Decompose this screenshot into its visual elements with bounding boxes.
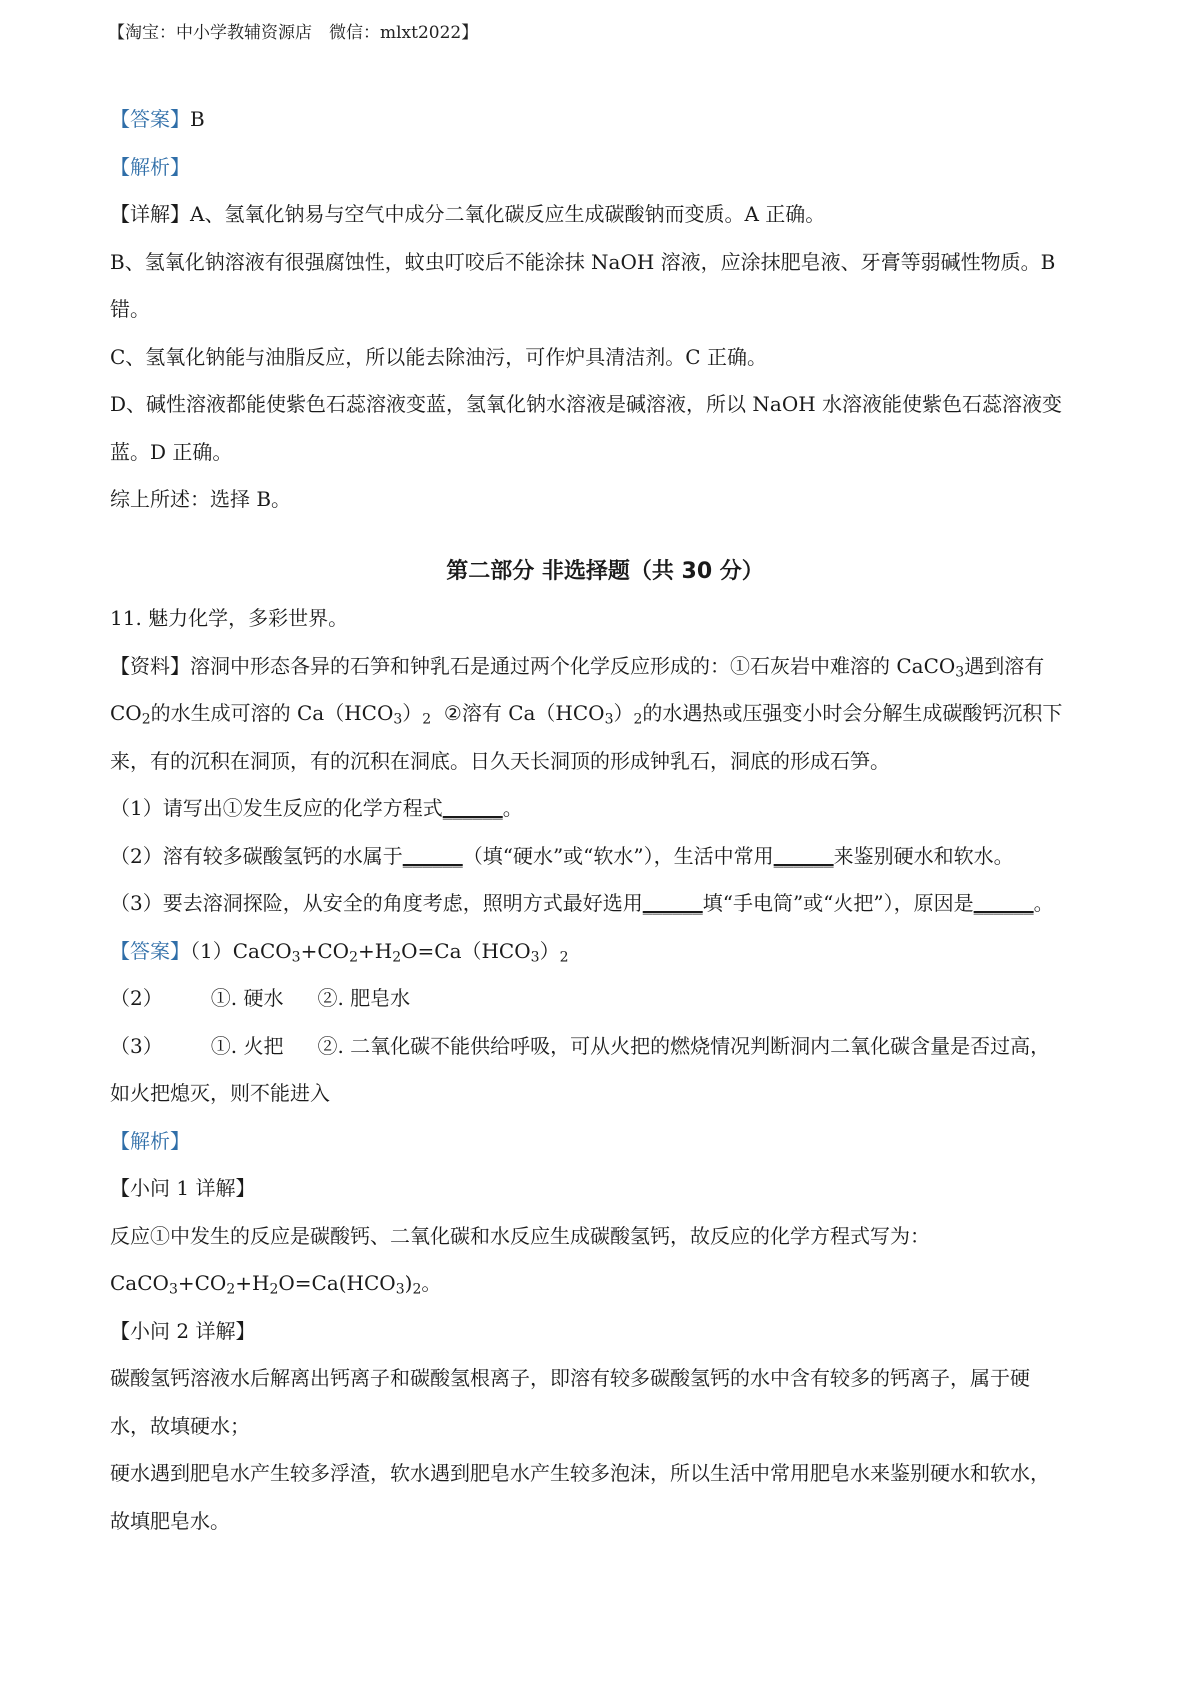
q10-answer-line <box>110 96 1100 144</box>
subscript: 3 <box>530 949 540 965</box>
q11-subquestion-2 <box>110 833 1100 881</box>
q11-subq1-equation <box>110 1260 1100 1308</box>
subscript: 2 <box>349 949 358 965</box>
q11-info-line: 来，有的沉积在洞顶，有的沉积在洞底。日久天长洞顶的形成钟乳石，洞底的形成石笋。 <box>110 748 890 773</box>
q11-info-line <box>110 643 1100 691</box>
q11-subquestion-3 <box>110 880 1100 928</box>
subscript: 2 <box>422 711 432 728</box>
subscript: 2 <box>269 1281 279 1298</box>
info-text: ） <box>402 701 423 725</box>
answer-part: ①. 硬水 <box>210 986 284 1010</box>
q11-answer-1 <box>110 928 1100 976</box>
question-text: 。 <box>502 796 523 820</box>
question-text: （填“硬水”或“软水”），生活中常用 <box>462 843 774 868</box>
equation-text: 。 <box>421 1271 442 1295</box>
subscript: 2 <box>226 1281 236 1298</box>
equation-text: O=Ca（HCO <box>401 938 531 963</box>
q11-subq2-tag: 【小问 2 详解】 <box>110 1318 256 1343</box>
question-text: 。 <box>1033 891 1054 915</box>
equation-text: +H <box>357 938 393 963</box>
section-title: 第二部分 非选择题（共 30 分） <box>446 558 764 584</box>
subscript: 2 <box>412 1281 422 1298</box>
page-content <box>110 96 1100 1545</box>
answer-part: ②. 二氧化碳不能供给呼吸，可从火把的燃烧情况判断洞内二氧化碳含量是否过高， <box>317 1033 1051 1058</box>
answer-blank: ______ <box>642 891 703 915</box>
equation-text: ） <box>539 938 560 963</box>
question-text: 填“手电筒”或“火把”），原因是 <box>702 891 974 915</box>
answer-label: （2） <box>110 986 163 1010</box>
subscript: 3 <box>291 949 301 965</box>
equation-text: O=Ca(HCO <box>278 1271 396 1295</box>
q10-detail-line: C、氢氧化钠能与油脂反应，所以能去除油污，可作炉具清洁剂。C 正确。 <box>110 344 767 369</box>
q10-detail-line: 错。 <box>110 297 150 321</box>
info-text: 遇到溶有 <box>964 653 1045 678</box>
q11-subq2-text: 水，故填硬水； <box>110 1413 250 1438</box>
answer-label: （1） <box>190 938 233 963</box>
answer-tag: 【答案】 <box>110 107 190 131</box>
q11-title: 11. 魅力化学，多彩世界。 <box>110 606 349 630</box>
info-text: 的水遇热或压强变小时会分解生成碳酸钙沉积下 <box>642 701 1063 725</box>
equation-text: +H <box>235 1271 270 1295</box>
answer-blank: ______ <box>973 891 1034 915</box>
question-text: （3）要去溶洞探险，从安全的角度考虑，照明方式最好选用 <box>110 891 643 915</box>
question-text: （1）请写出①发生反应的化学方程式 <box>110 796 443 820</box>
q11-analysis-tag: 【解析】 <box>110 1128 190 1153</box>
info-text: 的水生成可溶的 Ca（HCO <box>150 701 394 725</box>
equation-text: CaCO <box>232 938 292 963</box>
info-text: 【资料】溶洞中形态各异的石笋和钟乳石是通过两个化学反应形成的：①石灰岩中难溶的 CaCO <box>110 653 956 678</box>
q11-subquestion-1 <box>110 785 1100 833</box>
equation-text: +CO <box>300 938 350 963</box>
subscript: 3 <box>168 1281 178 1298</box>
info-text: ） <box>613 701 634 725</box>
subscript: 2 <box>141 711 151 728</box>
equation-text: CaCO <box>110 1271 169 1295</box>
q10-detail-line: 【详解】A、氢氧化钠易与空气中成分二氧化碳反应生成碳酸钠而变质。A 正确。 <box>110 202 826 226</box>
equation-text: ) <box>404 1271 413 1295</box>
subscript: 2 <box>633 711 643 728</box>
q10-summary-line: 综上所述：选择 B。 <box>110 487 292 511</box>
subscript: 2 <box>559 949 569 965</box>
question-text: 来鉴别硬水和软水。 <box>833 843 1014 868</box>
q11-subq2-text: 硬水遇到肥皂水产生较多浮渣，软水遇到肥皂水产生较多泡沫，所以生活中常用肥皂水来鉴别硬水和软水， <box>110 1461 1050 1485</box>
subscript: 3 <box>604 711 614 728</box>
answer-part: ②. 肥皂水 <box>317 986 411 1010</box>
q10-detail-line: B、氢氧化钠溶液有很强腐蚀性，蚊虫叮咬后不能涂抹 NaOH 溶液，应涂抹肥皂液、牙膏等弱碱性物质。B <box>110 249 1056 274</box>
answer-blank: ______ <box>402 843 463 868</box>
q11-answer-3-cont: 如火把熄灭，则不能进入 <box>110 1081 330 1105</box>
question-text: （2）溶有较多碳酸氢钙的水属于 <box>110 843 403 868</box>
q11-subq2-text: 碳酸氢钙溶液水后解离出钙离子和碳酸氢根离子，即溶有较多碳酸氢钙的水中含有较多的钙离子，属于硬 <box>110 1366 1030 1390</box>
subscript: 3 <box>955 664 965 680</box>
q11-answer-3 <box>110 1023 1100 1071</box>
info-text: CO <box>110 701 142 725</box>
equation-text: +CO <box>177 1271 227 1295</box>
q10-detail-line: 蓝。D 正确。 <box>110 439 233 464</box>
q11-subq1-text: 反应①中发生的反应是碳酸钙、二氧化碳和水反应生成碳酸氢钙，故反应的化学方程式写为： <box>110 1223 930 1248</box>
subscript: 3 <box>393 711 403 728</box>
subscript: 3 <box>395 1281 405 1298</box>
subscript: 2 <box>392 949 402 965</box>
info-text: ②溶有 Ca（HCO <box>443 701 605 725</box>
answer-blank: ______ <box>442 796 503 820</box>
page-header: 【淘宝：中小学教辅资源店 微信：mlxt2022】 <box>108 23 479 43</box>
answer-part: ①. 火把 <box>210 1033 284 1058</box>
q10-analysis-tag: 【解析】 <box>110 154 190 179</box>
q11-info-line <box>110 690 1100 738</box>
answer-label: （3） <box>110 1033 163 1058</box>
q11-subq1-tag: 【小问 1 详解】 <box>110 1176 256 1200</box>
answer-blank: ______ <box>773 843 834 868</box>
q11-answer-2 <box>110 975 1100 1023</box>
answer-value: B <box>190 107 205 131</box>
q10-detail-line: D、碱性溶液都能使紫色石蕊溶液变蓝，氢氧化钠水溶液是碱溶液，所以 NaOH 水溶液能使紫色石蕊溶液变 <box>110 392 1063 416</box>
q11-subq2-text: 故填肥皂水。 <box>110 1508 230 1533</box>
answer-tag: 【答案】 <box>110 938 190 963</box>
